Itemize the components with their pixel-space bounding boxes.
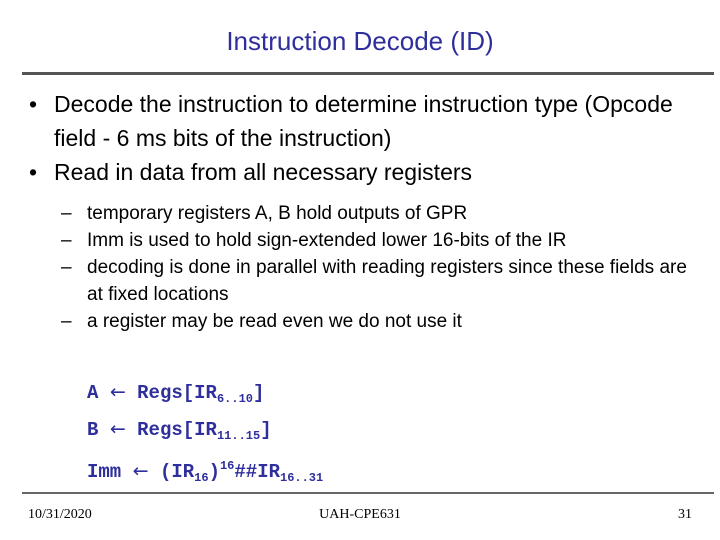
code-subscript: 11..15 [216,429,261,443]
code-open: (IR [159,461,195,483]
code-close: ] [252,382,265,404]
title-divider [22,72,714,75]
code-superscript: 16 [219,459,235,473]
code-close: ) [208,461,220,483]
bullet-text: Decode the instruction to determine instruction type (Opcode field - 6 ms bits of the instruction) [54,91,673,151]
code-close: ] [260,419,272,441]
sub-bullet-item [0,200,700,227]
main-bullet-list [0,87,720,189]
left-arrow-icon: ← [109,418,126,440]
sub-bullet-item [0,227,700,254]
sub-bullet-text: temporary registers A, B hold outputs of GPR [87,203,468,224]
left-arrow-icon: ← [132,460,149,482]
bullet-item [0,87,700,155]
sub-bullet-item [0,254,700,308]
footer-page-number: 31 [678,507,692,522]
code-line-imm [87,451,323,493]
code-line-a [87,377,323,414]
code-line-b [87,414,323,451]
sub-bullet-dash: – [61,203,72,224]
footer-date: 10/31/2020 [28,507,92,522]
sub-bullet-list [0,200,720,335]
sub-bullet-text: Imm is used to hold sign-extended lower 16-bits of the IR [87,230,567,251]
bullet-text: Read in data from all necessary registers [54,159,473,185]
code-concat: ##IR [234,461,280,483]
sub-bullet-dash: – [61,257,72,278]
left-arrow-icon: ← [109,381,126,403]
code-dest: A [87,382,99,404]
bullet-item [0,155,700,189]
code-dest: Imm [87,461,122,483]
footer-course: UAH-CPE631 [319,507,401,522]
code-expr: Regs[IR [137,419,217,441]
bullet-dot: • [29,91,38,117]
sub-bullet-dash: – [61,230,72,251]
code-dest: B [87,419,99,441]
sub-bullet-text: a register may be read even we do not use it [87,311,462,332]
sub-bullet-item [0,308,700,335]
code-expr: Regs[IR [137,382,217,404]
sub-bullet-text: decoding is done in parallel with reading registers since these fields are at fixed locations [87,257,687,305]
code-subscript: 16 [194,471,209,485]
sub-bullet-dash: – [61,311,72,332]
slide-title: Instruction Decode (ID) [226,26,494,56]
code-subscript: 6..10 [216,392,253,406]
footer-divider [22,492,714,494]
register-transfer-code [87,377,323,493]
bullet-dot: • [29,159,38,185]
code-subscript: 16..31 [280,471,324,485]
